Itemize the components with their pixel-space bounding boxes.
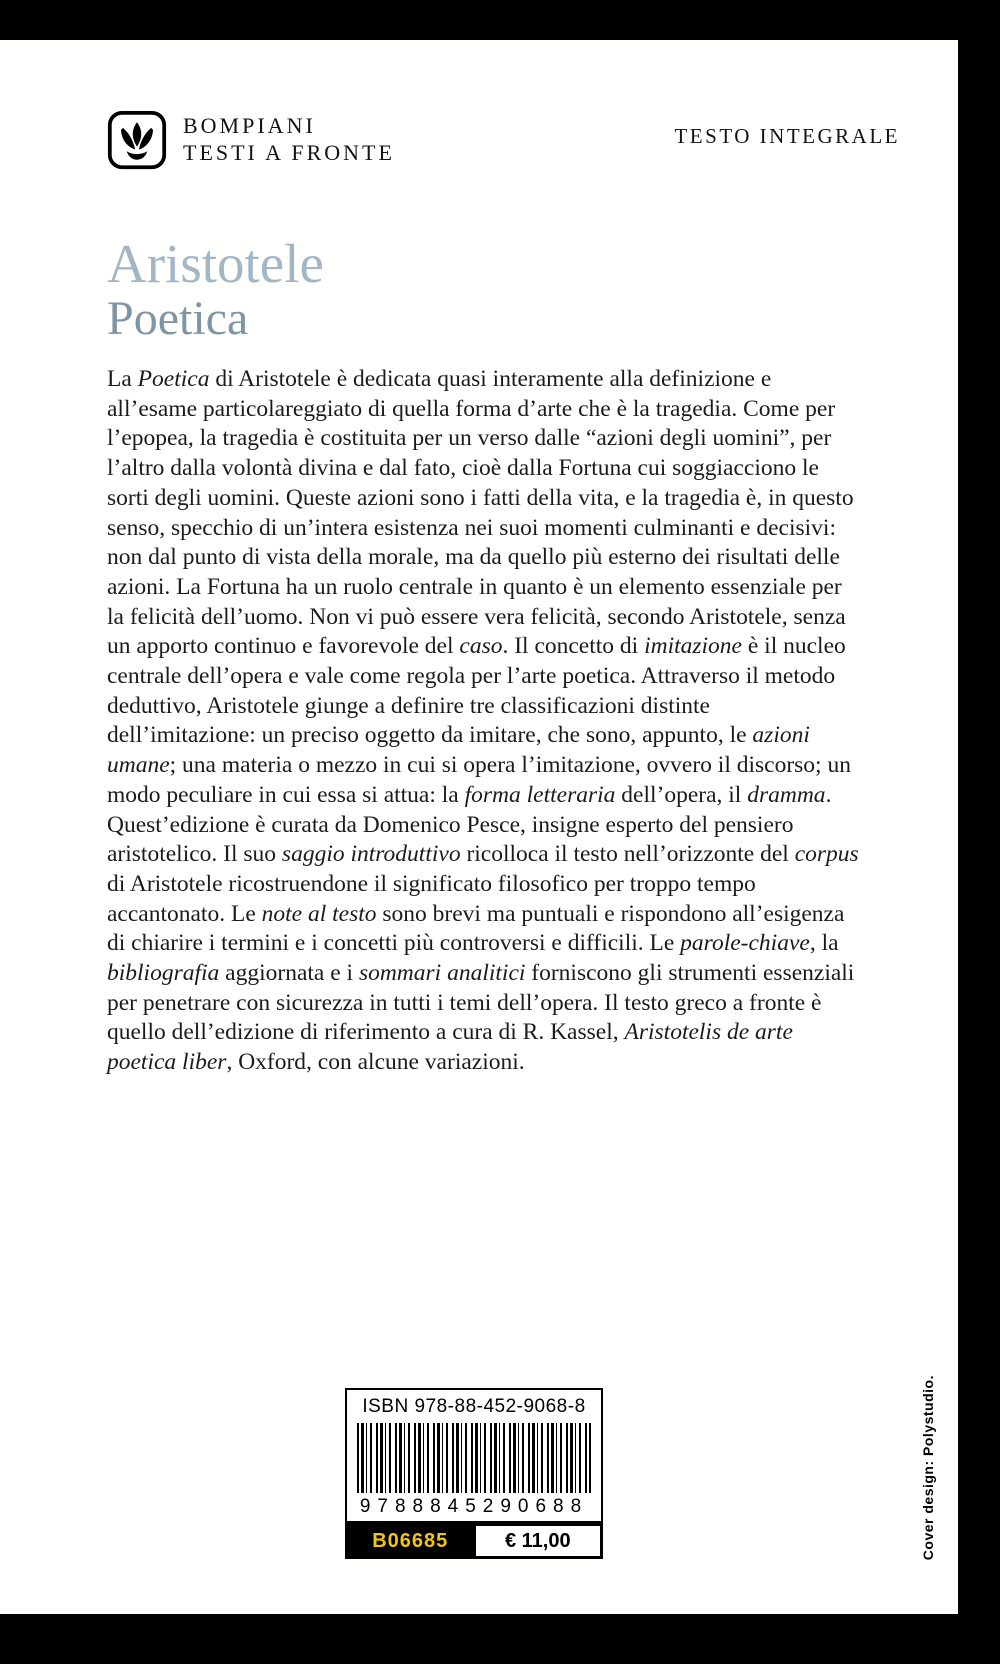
isbn-label: ISBN 978-88-452-9068-8 xyxy=(362,1396,586,1417)
publisher-series-line2: TESTI A FRONTE xyxy=(183,140,395,165)
edition-note: TESTO INTEGRALE xyxy=(674,124,900,148)
barcode-digits: 9788845290688 xyxy=(359,1496,589,1517)
bottom-black-bar xyxy=(0,1614,1000,1664)
publisher-brand xyxy=(107,110,395,170)
price-label: € 11,00 xyxy=(476,1526,601,1556)
right-black-bar xyxy=(958,0,1000,1664)
back-cover-blurb: La Poetica di Aristotele è dedicata quasi interamente alla definizione e all’esame particolareggiato di quella forma d’arte che è la tragedia. Come per l’epopea, la tragedia è costituita per un verso dalle “azioni degli uomini”, per l’altro dalla volontà divina e dal fato, cioè dalla Fortuna cui soggiacciono le sorti degli uomini. Queste azioni sono i fatti della vita, e la tragedia è, in questo senso, specchio di un’intera esistenza nei suoi momenti culminanti e decisivi: non dal punto di vista della morale, ma da quello più esterno dei risultati delle azioni. La Fortuna ha un ruolo centrale in quanto è un elemento essenziale per la felicità dell’uomo. Non vi può essere vera felicità, secondo Aristotele, senza un apporto continuo e favorevole del caso. Il concetto di imitazione è il nucleo centrale dell’opera e vale come regola per l’arte poetica. Attraverso il metodo deduttivo, Aristotele giunge a definire tre classificazioni distinte dell’imitazione: un preciso oggetto da imitare, che sono, appunto, le azioni umane; una materia o mezzo in cui si opera l’imitazione, ovvero il discorso; un modo peculiare in cui essa si attua: la forma letteraria dell’opera, il dramma. Quest’edizione è curata da Domenico Pesce, insigne esperto del pensiero aristotelico. Il suo saggio introduttivo ricolloca il testo nell’orizzonte del corpus di Aristotele ricostruendone il significato filosofico per troppo tempo accantonato. Le note al testo sono brevi ma puntuali e rispondono all’esigenza di chiarire i termini e i concetti più controversi e difficili. Le parole-chiave, la bibliografia aggiornata e i sommari analitici forniscono gli strumenti essenziali per penetrare con sicurezza in tutti i temi dell’opera. Il testo greco a fronte è quello dell’edizione di riferimento a cura di R. Kassel, Aristotelis de arte poetica liber, Oxford, con alcune variazioni. xyxy=(107,366,859,1076)
price-row xyxy=(345,1523,603,1559)
title-block xyxy=(107,233,324,345)
header xyxy=(107,110,900,170)
publisher-name xyxy=(183,113,395,167)
bompiani-flower-logo-icon xyxy=(107,110,167,170)
author-name: Aristotele xyxy=(107,233,324,294)
barcode-block xyxy=(345,1388,603,1559)
publisher-name-line1: BOMPIANI xyxy=(183,113,316,139)
barcode-icon xyxy=(357,1423,591,1493)
top-black-bar xyxy=(0,0,1000,40)
product-code-badge: B06685 xyxy=(348,1526,473,1556)
isbn-box xyxy=(345,1388,603,1523)
cover-design-credit: Cover design: Polystudio. xyxy=(920,1374,936,1560)
book-title: Poetica xyxy=(107,292,249,345)
